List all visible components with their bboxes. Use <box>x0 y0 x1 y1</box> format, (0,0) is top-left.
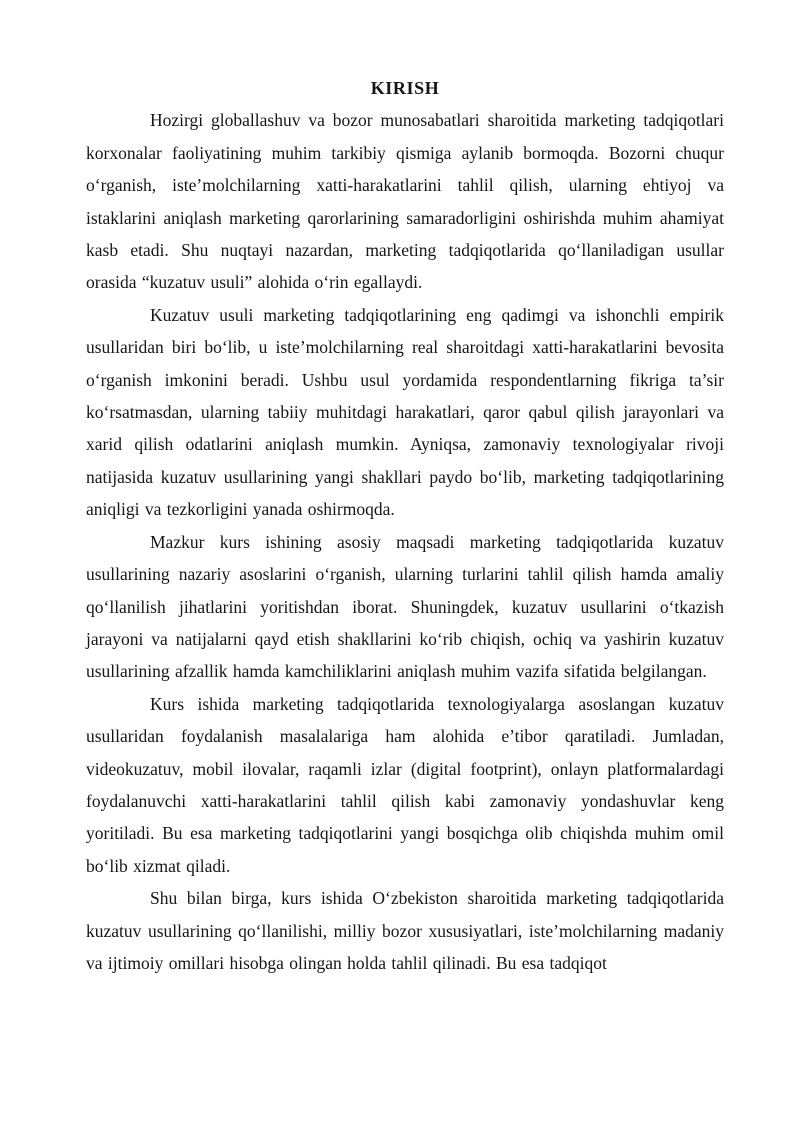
paragraph-technology-based-observation: Kurs ishida marketing tadqiqotlarida texnologiyalarga asoslangan kuzatuv usullaridan foydalanish masalalariga ham alohida e’tibor qaratiladi. Jumladan, videokuzatuv, mobil ilovalar, raqamli izlar (digital footprint), onlayn platformalardagi foydalanuvchi xatti-harakatlarini tahlil qilish kabi zamonaviy yondashuvlar keng yoritiladi. Bu esa marketing tadqiqotlarini yangi bosqichga olib chiqishda muhim omil bo‘lib xizmat qiladi. <box>86 693 724 876</box>
paragraph-intro-globalization: Hozirgi globallashuv va bozor munosabatlari sharoitida marketing tadqiqotlari korxonalar faoliyatining muhim tarkibiy qismiga aylanib bormoqda. Bozorni chuqur o‘rganish, iste’molchilarning xatti-harakatlarini tahlil qilish, ularning ehtiyoj va istaklarini aniqlash marketing qarorlarining samaradorligini oshirishda muhim ahamiyat kasb etadi. Shu nuqtayi nazardan, marketing tadqiqotlarida qo‘llaniladigan usullar orasida “kuzatuv usuli” alohida o‘rin egallaydi. <box>86 110 724 293</box>
paragraph-observation-method: Kuzatuv usuli marketing tadqiqotlarining eng qadimgi va ishonchli empirik usullaridan biri bo‘lib, u iste’molchilarning real sharoitdagi xatti-harakatlarini bevosita o‘rganish imkonini beradi. Ushbu usul yordamida respondentlarning fikriga ta’sir ko‘rsatmasdan, ularning tabiiy muhitdagi harakatlari, qaror qabul qilish jarayonlari va xarid qilish odatlarini aniqlash mumkin. Ayniqsa, zamonaviy texnologiyalar rivoji natijasida kuzatuv usullarining yangi shakllari paydo bo‘lib, marketing tadqiqotlarining aniqligi va tezkorligini yanada oshirmoqda. <box>86 304 724 520</box>
paragraph-uzbekistan-context: Shu bilan birga, kurs ishida O‘zbekiston sharoitida marketing tadqiqotlarida kuzatuv usullarining qo‘llanilishi, milliy bozor xususiyatlari, iste’molchilarning madaniy va ijtimoiy omillari hisobga olingan holda tahlil qilinadi. Bu esa tadqiqot <box>86 888 724 973</box>
paragraph-course-goal: Mazkur kurs ishining asosiy maqsadi marketing tadqiqotlarida kuzatuv usullarining nazariy asoslarini o‘rganish, ularning turlarini tahlil qilish hamda amaliy qo‘llanilish jihatlarini yoritishdan iborat. Shuningdek, kuzatuv usullarini o‘tkazish jarayoni va natijalarni qayd etish shakllarini ko‘rib chiqish, ochiq va yashirin kuzatuv usullarining afzallik hamda kamchiliklarini aniqlash muhim vazifa sifatida belgilangan. <box>86 531 724 682</box>
page-title: KIRISH <box>370 78 440 98</box>
